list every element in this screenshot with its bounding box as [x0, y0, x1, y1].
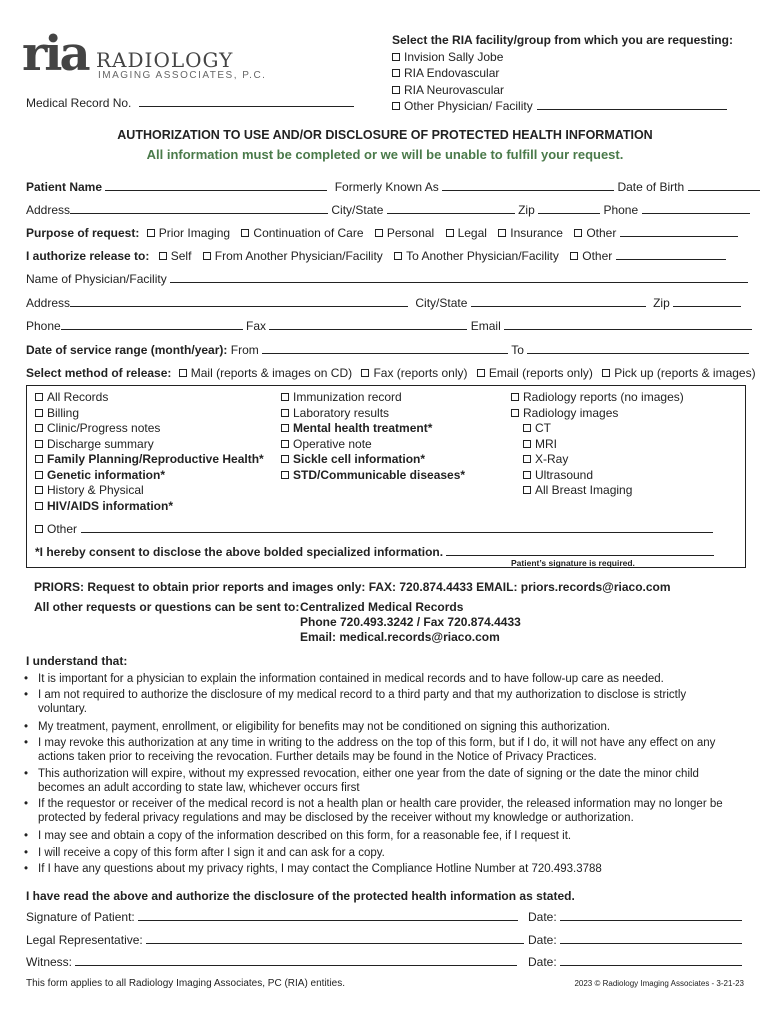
checkbox[interactable] [523, 455, 531, 463]
record-option-label: History & Physical [47, 483, 144, 497]
record-option[interactable] [523, 468, 593, 482]
date-range-label: Date of service range (month/year): [26, 343, 228, 357]
understand-item: protected by federal privacy regulations and may be disclosed by the receiver without my knowledge or authorization. [38, 812, 634, 824]
date-range-row [26, 343, 749, 357]
record-option-label: Discharge summary [47, 436, 154, 451]
understand-item: • I am not required to authorize the disclosure of my medical record to a third party and that my authorization to disclose is strictly [24, 689, 687, 701]
release-option-1[interactable]: From Another Physician/Facility [203, 249, 383, 263]
formerly-known-input[interactable] [442, 180, 614, 191]
city-state2-label: City/State [415, 296, 468, 310]
purpose-row [26, 226, 738, 240]
footer-right: 2023 © Radiology Imaging Associates - 3-21-23 [574, 979, 744, 988]
facility-select-label: Select the RIA facility/group from which you are requesting: [392, 33, 733, 47]
patient-name-input[interactable] [105, 180, 327, 191]
purpose-option-0[interactable]: Prior Imaging [147, 226, 230, 240]
checkbox[interactable] [35, 424, 43, 432]
phone2-label: Phone [26, 319, 61, 333]
fax-label: Fax [246, 319, 267, 333]
other-requests-line1: Centralized Medical Records [300, 600, 464, 614]
witness-label: Witness: [26, 955, 73, 969]
checkbox[interactable] [511, 409, 519, 417]
record-option-label: All Records [47, 390, 109, 404]
method-option-1[interactable]: Fax (reports only) [361, 366, 467, 380]
record-option[interactable] [523, 421, 551, 435]
physician-row [26, 272, 748, 286]
checkbox[interactable] [35, 440, 43, 448]
checkbox[interactable] [392, 102, 400, 110]
record-option-label: All Breast Imaging [535, 483, 633, 497]
record-option-label: Genetic information* [47, 467, 166, 482]
date-legal-input[interactable] [560, 933, 742, 944]
signature-note: Patient’s signature is required. [511, 558, 635, 568]
release-label: I authorize release to: [26, 249, 150, 263]
checkbox[interactable] [523, 486, 531, 494]
purpose-option-3[interactable]: Legal [446, 226, 487, 240]
footer-left: This form applies to all Radiology Imaging Associates, PC (RIA) entities. [26, 978, 346, 989]
date-patient-row: Date: [528, 910, 742, 924]
record-option[interactable] [281, 437, 372, 451]
dob-input[interactable] [688, 180, 760, 191]
record-option-label: Mental health treatment* [293, 421, 433, 435]
consent-row [35, 545, 714, 559]
record-option-label: MRI [535, 436, 557, 451]
method-option-0[interactable]: Mail (reports & images on CD) [179, 366, 352, 380]
other-requests-label: All other requests or questions can be sent to: [34, 600, 300, 614]
medical-record-label: Medical Record No. [26, 96, 132, 110]
record-option-label: Clinic/Progress notes [47, 421, 161, 435]
priors-text: PRIORS: Request to obtain prior reports and images only: FAX: 720.874.4433 EMAIL: priors.records@riaco.com [34, 580, 671, 594]
records-box [26, 385, 746, 568]
release-option-3[interactable]: Other [570, 249, 612, 263]
record-option-label: Sickle cell information* [293, 452, 426, 466]
zip-label: Zip [518, 203, 535, 217]
method-row [26, 366, 756, 380]
checkbox[interactable] [523, 471, 531, 479]
record-option[interactable] [281, 421, 432, 435]
city-state-input[interactable] [387, 203, 515, 214]
record-option-label: Billing [47, 405, 80, 420]
checkbox[interactable] [35, 486, 43, 494]
understand-item: • I will receive a copy of this form after I sign it and can ask for a copy. [24, 847, 385, 859]
facility-option-1[interactable]: RIA Endovascular [392, 66, 499, 80]
record-option[interactable] [511, 390, 684, 404]
address2-label: Address [26, 296, 71, 310]
witness-row [26, 955, 517, 969]
checkbox[interactable] [281, 424, 289, 432]
other-requests-line2: Phone 720.493.3242 / Fax 720.874.4433 [300, 615, 521, 629]
checkbox[interactable] [281, 440, 289, 448]
record-option-label: Radiology images [523, 405, 619, 420]
record-option-label: STD/Communicable diseases* [293, 467, 466, 482]
email-input[interactable] [504, 319, 752, 330]
form-title: AUTHORIZATION TO USE AND/OR DISCLOSURE OF PROTECTED HEALTH INFORMATION [117, 128, 653, 142]
contact-row [26, 319, 752, 333]
method-option-3[interactable]: Pick up (reports & images) [602, 366, 755, 380]
purpose-option-5[interactable]: Other [574, 226, 616, 240]
checkbox[interactable] [281, 393, 289, 401]
record-option[interactable] [523, 452, 568, 466]
record-option[interactable] [35, 452, 264, 466]
logo-mark: ria [22, 26, 88, 82]
method-label: Select method of release: [26, 366, 172, 380]
witness-input[interactable] [75, 955, 517, 966]
from-label: From [230, 343, 259, 357]
zip-input[interactable] [538, 203, 600, 214]
phone-label: Phone [603, 203, 639, 217]
record-option[interactable] [281, 406, 389, 420]
signature-patient-input[interactable] [138, 910, 518, 921]
checkbox[interactable] [392, 86, 400, 94]
understand-heading: I understand that: [26, 654, 128, 668]
physician-input[interactable] [170, 272, 748, 283]
to-label: To [511, 343, 524, 357]
checkbox[interactable] [35, 502, 43, 510]
fax-input[interactable] [269, 319, 467, 330]
record-option-label: X-Ray [535, 452, 569, 466]
release-row [26, 249, 726, 263]
record-option[interactable] [35, 437, 154, 451]
city-state-label: City/State [331, 203, 384, 217]
dob-label: Date of Birth [617, 180, 685, 194]
record-option[interactable] [281, 390, 402, 404]
patient-name-label: Patient Name [26, 180, 103, 194]
record-option-label: CT [535, 421, 551, 435]
form-subtitle: All information must be completed or we will be unable to fulfill your request. [146, 147, 624, 162]
record-option-label: Family Planning/Reproductive Health* [47, 452, 264, 466]
release-option-0[interactable]: Self [159, 249, 192, 263]
release-other-input[interactable] [616, 249, 726, 260]
record-option[interactable] [511, 406, 618, 420]
record-option[interactable] [281, 468, 465, 482]
understand-item: • My treatment, payment, enrollment, or eligibility for benefits may not be conditioned on signing this authorization. [24, 721, 611, 733]
address-label: Address [26, 203, 71, 217]
address2-row [26, 296, 741, 310]
checkbox[interactable] [281, 455, 289, 463]
date-witness-row: Date: [528, 955, 742, 969]
zip2-label: Zip [653, 296, 670, 310]
checkbox[interactable] [511, 393, 519, 401]
record-option-label: Radiology reports (no images) [523, 390, 684, 404]
consent-signature-input[interactable] [446, 545, 714, 556]
consent-text: *I hereby consent to disclose the above bolded specialized information. [35, 545, 444, 559]
record-option[interactable] [35, 499, 173, 513]
checkbox[interactable] [281, 409, 289, 417]
physician-label: Name of Physician/Facility [26, 272, 167, 286]
to-input[interactable] [527, 343, 749, 354]
date-witness-input[interactable] [560, 955, 742, 966]
release-option-2[interactable]: To Another Physician/Facility [394, 249, 559, 263]
date-patient-input[interactable] [560, 910, 742, 921]
record-option[interactable] [35, 483, 144, 497]
signature-patient-label: Signature of Patient: [26, 910, 135, 924]
understand-item: • I may see and obtain a copy of the information described on this form, for a reasonable fee, if I request it. [24, 830, 572, 842]
record-option-label: Operative note [293, 436, 372, 451]
phone2-input[interactable] [61, 319, 243, 330]
facility-option-2[interactable]: RIA Neurovascular [392, 83, 504, 97]
logo [22, 22, 267, 82]
medical-record-field[interactable] [26, 96, 354, 110]
legal-rep-label: Legal Representative: [26, 933, 143, 947]
purpose-label: Purpose of request: [26, 226, 140, 240]
legal-rep-row [26, 933, 524, 947]
understand-item: becomes an adult according to state law, whichever occurs first [38, 782, 360, 794]
address-input[interactable] [70, 203, 328, 214]
purpose-other-input[interactable] [620, 226, 738, 237]
logo-name: RADIOLOGY [96, 48, 234, 72]
checkbox[interactable] [35, 409, 43, 417]
zip2-input[interactable] [673, 296, 741, 307]
record-option[interactable] [35, 421, 160, 435]
record-option[interactable] [523, 437, 557, 451]
checkbox[interactable] [392, 53, 400, 61]
phone-input[interactable] [642, 203, 750, 214]
formerly-known-label: Formerly Known As [334, 180, 439, 194]
understand-item: • If I have any questions about my privacy rights, I may contact the Compliance Hotline Number at 720.493.3788 [24, 863, 602, 875]
record-option[interactable] [523, 483, 632, 497]
legal-rep-input[interactable] [146, 933, 524, 944]
record-option-label: Ultrasound [535, 467, 594, 482]
checkbox[interactable] [523, 424, 531, 432]
record-option[interactable] [35, 390, 108, 404]
record-option-label: Laboratory results [293, 405, 390, 420]
checkbox[interactable] [35, 471, 43, 479]
understand-item: voluntary. [38, 703, 88, 715]
patient-name-row [26, 180, 760, 194]
logo-sub: IMAGING ASSOCIATES, P.C. [98, 70, 267, 81]
understand-item: actions taken prior to receiving the revocation. Further details may be found in the Notice of Privacy Practices. [38, 751, 597, 763]
records-other[interactable]: Other [35, 522, 713, 536]
address-row [26, 203, 750, 217]
record-option[interactable] [35, 406, 79, 420]
method-option-2[interactable]: Email (reports only) [477, 366, 593, 380]
checkbox[interactable] [392, 69, 400, 77]
email-label: Email [470, 319, 501, 333]
statement-text: I have read the above and authorize the disclosure of the protected health information as stated. [26, 889, 575, 903]
checkbox[interactable] [523, 440, 531, 448]
signature-patient-row [26, 910, 518, 924]
city-state2-input[interactable] [471, 296, 646, 307]
address2-input[interactable] [70, 296, 408, 307]
checkbox[interactable] [281, 471, 289, 479]
purpose-option-1[interactable]: Continuation of Care [241, 226, 363, 240]
facility-option-3[interactable]: Other Physician/ Facility [392, 99, 727, 113]
record-option-label: Immunization record [293, 390, 402, 404]
purpose-option-2[interactable]: Personal [375, 226, 434, 240]
purpose-option-4[interactable]: Insurance [498, 226, 563, 240]
checkbox[interactable] [35, 393, 43, 401]
checkbox[interactable] [35, 455, 43, 463]
understand-item: • I may revoke this authorization at any time in writing to the address on the top of this form, but if I do, it will not have any effect on any [24, 737, 716, 749]
facility-option-0[interactable]: Invision Sally Jobe [392, 50, 503, 64]
record-option[interactable] [35, 468, 165, 482]
understand-item: • If the requestor or receiver of the medical record is not a health plan or health care provider, the released information may no longer be [24, 798, 723, 810]
date-legal-row: Date: [528, 933, 742, 947]
record-option[interactable] [281, 452, 425, 466]
understand-item: • This authorization will expire, without my expressed revocation, either one year from the date of signing or the date the minor child [24, 768, 699, 780]
record-option-label: HIV/AIDS information* [47, 498, 174, 513]
from-input[interactable] [262, 343, 508, 354]
other-requests-line3: Email: medical.records@riaco.com [300, 630, 500, 644]
understand-item: • It is important for a physician to explain the information contained in medical records and to have follow-up care as needed. [24, 673, 664, 685]
